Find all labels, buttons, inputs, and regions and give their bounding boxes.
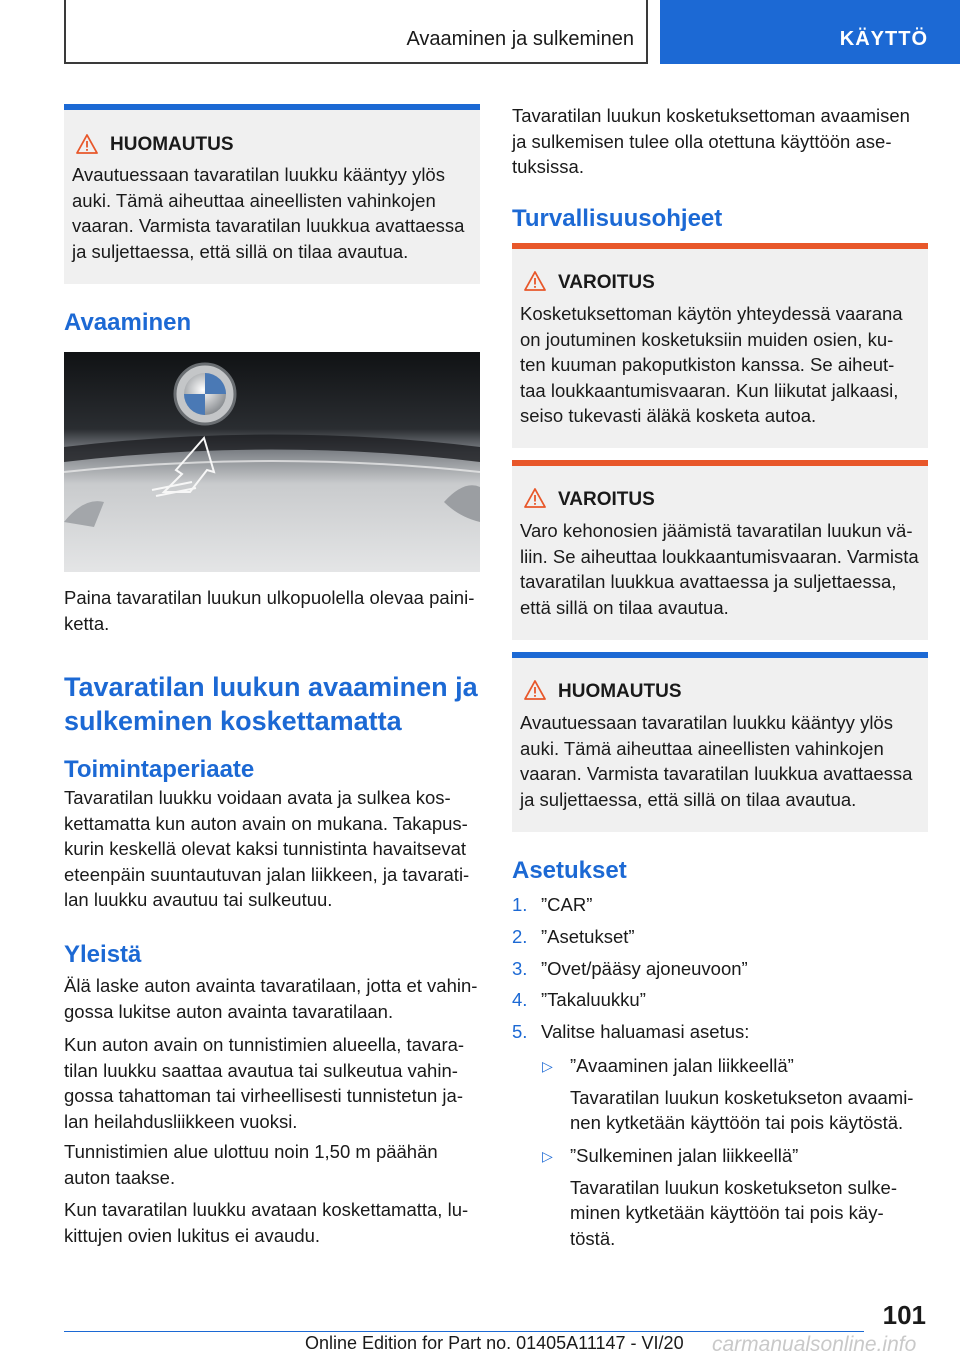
notice-title: HUOMAUTUS [558, 681, 682, 702]
step-text: ”Takaluukku” [541, 989, 646, 1010]
general-paragraph-1 [64, 973, 477, 1024]
notice-line: ja suljettaessa, että sillä on tilaa avautua. [72, 240, 409, 262]
heading-turvallisuusohjeet: Turvallisuusohjeet [512, 205, 723, 232]
notice-line: auki. Tämä aiheuttaa aineellisten vahinkojen [520, 737, 884, 759]
step-text: ”CAR” [541, 894, 593, 915]
caption-line: ketta. [64, 612, 110, 634]
notice-title: HUOMAUTUS [110, 134, 234, 155]
caption-line: Paina tavaratilan luukun ulkopuolella olevaa paini- [64, 587, 475, 608]
main-heading-line: sulkeminen koskettamatta [64, 706, 402, 736]
step-number: 3. [512, 958, 528, 979]
warning-line: Kosketuksettoman käytön yhteydessä vaarana [520, 303, 903, 324]
warning-triangle-icon [524, 680, 546, 700]
warning-line: seiso tukevasti äläkä kosketa autoa. [520, 405, 817, 426]
text-line: ja sulkemisen tulee olla otettuna käyttöön ase- [512, 130, 892, 152]
notice-text [72, 162, 474, 264]
step-number: 5. [512, 1021, 528, 1042]
warning-bar [512, 243, 928, 249]
step-text: ”Ovet/pääsy ajoneuvoon” [541, 958, 748, 979]
option-label: ”Sulkeminen jalan liikkeellä” [570, 1145, 799, 1166]
text-line: gossa tahattoman tai virheellisesti tunnistetun ja- [64, 1085, 463, 1106]
photo-caption [64, 585, 474, 636]
text-line: kurin keskellä olevat kaksi tunnistinta havaitsevat [64, 838, 467, 859]
footer-edition: Online Edition for Part no. 01405A11147 - VI/20 [305, 1333, 684, 1353]
option-desc-line: töstä. [570, 1227, 616, 1249]
notice-line: Avautuessaan tavaratilan luukku kääntyy ylös [72, 164, 445, 185]
text-line: Tavaratilan luukun kosketuksettoman avaamisen [512, 105, 910, 126]
option-desc-line: minen kytketään käyttöön tai pois käy- [570, 1202, 884, 1223]
text-line: kettamatta kun auton avain on mukana. Takapus- [64, 812, 468, 834]
warning-text [520, 518, 922, 620]
option-block [570, 1143, 897, 1251]
heading-avaaminen: Avaaminen [64, 309, 192, 336]
text-line: Tunnistimien alue ulottuu noin 1,50 m päähän [64, 1141, 438, 1162]
bullet-triangle-icon: ▷ [542, 1148, 553, 1164]
text-line: auton taakse. [64, 1166, 176, 1188]
step-text: ”Asetukset” [541, 926, 635, 947]
warning-title: VAROITUS [558, 272, 655, 293]
notice-box-right [512, 652, 928, 832]
warning-text [520, 301, 922, 429]
notice-line: Avautuessaan tavaratilan luukku kääntyy ylös [520, 712, 893, 733]
notice-line: vaaran. Varmista tavaratilan luukkua avattaessa [520, 763, 913, 784]
warning-triangle-icon [524, 271, 546, 291]
text-line: tilan luukku saattaa avautua tai sulkeutua vahin- [64, 1059, 458, 1081]
chapter-tab-label: KÄYTTÖ [839, 28, 928, 50]
notice-line: auki. Tämä aiheuttaa aineellisten vahinkojen [72, 189, 436, 211]
option-desc-line: Tavaratilan luukun kosketukseton avaami- [570, 1086, 914, 1108]
principle-text [64, 785, 469, 913]
option-block [570, 1053, 913, 1136]
notice-text [520, 710, 922, 812]
header-section-box [64, 0, 648, 64]
warning-box-2 [512, 460, 928, 640]
text-line: Kun auton avain on tunnistimien alueella, tavara- [64, 1034, 465, 1055]
step-number: 1. [512, 894, 528, 915]
option-label: ”Avaaminen jalan liikkeellä” [570, 1055, 794, 1076]
warning-line: taa loukkaantumisvaaran. Kun liikutat jalkaasi, [520, 379, 899, 401]
text-line: lan heilahdusliikkeen vuoksi. [64, 1110, 298, 1132]
notice-bar [512, 652, 928, 658]
text-line: Kun tavaratilan luukku avataan koskettamatta, lu- [64, 1199, 469, 1220]
intro-text [512, 103, 910, 180]
general-paragraph-2 [64, 1032, 464, 1134]
text-line: tuksissa. [512, 156, 584, 177]
tailgate-button-photo [64, 352, 480, 572]
notice-box-left [64, 104, 480, 284]
heading-toimintaperiaate: Toimintaperiaate [64, 756, 255, 783]
warning-bar [512, 460, 928, 466]
heading-asetukset: Asetukset [512, 857, 627, 884]
warning-line: Varo kehonosien jäämistä tavaratilan luukun vä- [520, 520, 913, 541]
text-line: kittujen ovien lukitus ei avaudu. [64, 1224, 321, 1246]
warning-triangle-icon [524, 488, 546, 508]
notice-line: ja suljettaessa, että sillä on tilaa avautua. [520, 788, 857, 810]
main-heading-line: Tavaratilan luukun avaaminen ja [64, 672, 478, 702]
text-line: gossa lukitse auton avainta tavaratilaan. [64, 1000, 394, 1022]
main-heading [64, 670, 478, 738]
section-title: Avaaminen ja sulkeminen [406, 28, 634, 50]
warning-triangle-icon [76, 134, 98, 154]
watermark: carmanualsonline.info [712, 1333, 917, 1356]
bullet-triangle-icon: ▷ [542, 1058, 553, 1074]
footer-rule [64, 1331, 864, 1332]
general-paragraph-4 [64, 1197, 468, 1248]
warning-line: ten kuuman pakoputkiston kanssa. Se aiheut- [520, 354, 895, 375]
text-line: Tavaratilan luukku voidaan avata ja sulkea kos- [64, 787, 451, 808]
warning-line: liin. Se aiheuttaa loukkaantumisvaaran. Varmista [520, 545, 919, 567]
notice-bar [64, 104, 480, 110]
option-desc-line: Tavaratilan luukun kosketukseton sulke- [570, 1176, 898, 1198]
text-line: Älä laske auton avainta tavaratilaan, jotta et vahin- [64, 975, 478, 996]
heading-yleista: Yleistä [64, 941, 142, 968]
step-text: Valitse haluamasi asetus: [541, 1021, 750, 1042]
warning-line: tavaratilan luukkua avattaessa ja suljettaessa, [520, 571, 897, 592]
step-number: 4. [512, 989, 528, 1010]
warning-title: VAROITUS [558, 489, 655, 510]
warning-line: on joutuminen kosketuksiin muiden osien, ku- [520, 328, 894, 350]
text-line: eteenpäin suuntautuvan jalan liikkeen, ja tavarati- [64, 863, 470, 885]
warning-line: että sillä on tilaa avautua. [520, 596, 729, 618]
step-number: 2. [512, 926, 528, 947]
text-line: lan luukku avautuu tai sulkeutuu. [64, 889, 333, 910]
tailgate-illustration [64, 352, 480, 572]
notice-line: vaaran. Varmista tavaratilan luukkua avattaessa [72, 215, 465, 236]
page-number: 101 [882, 1300, 926, 1330]
option-desc-line: nen kytketään käyttöön tai pois käytöstä. [570, 1112, 904, 1133]
warning-box-1 [512, 243, 928, 448]
chapter-tab [660, 0, 960, 64]
general-paragraph-3 [64, 1139, 438, 1190]
